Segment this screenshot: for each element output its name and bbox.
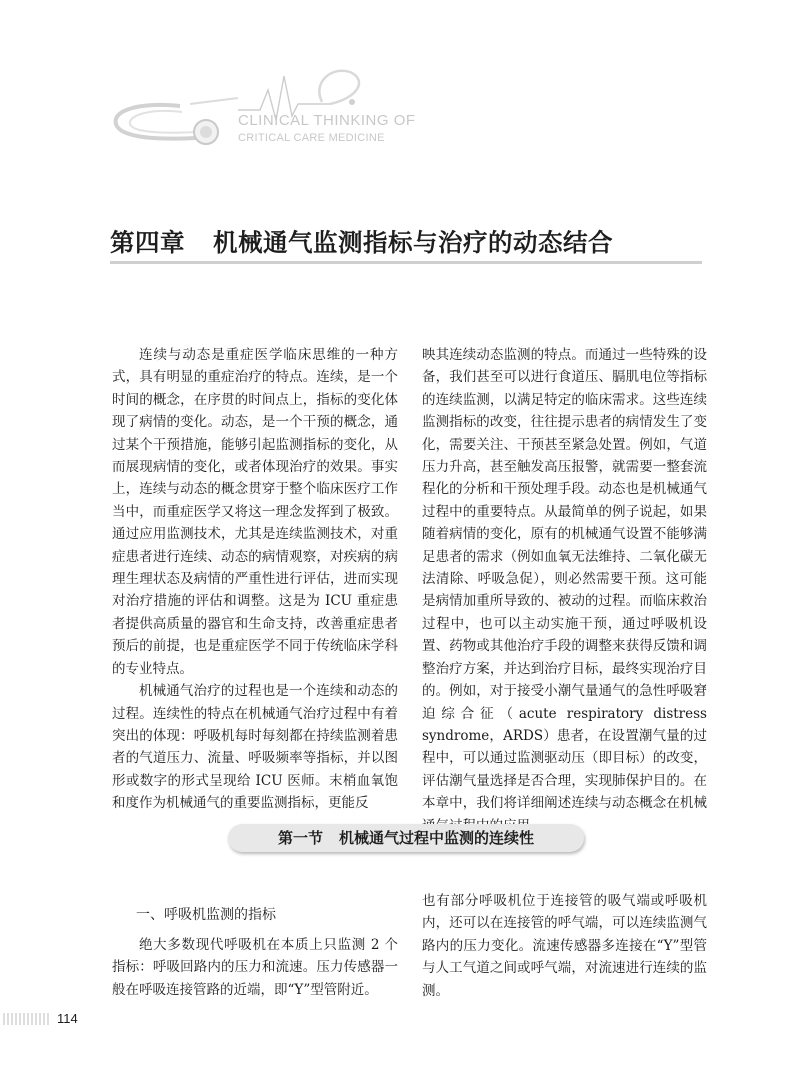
intro-paragraph-1: 连续与动态是重症医学临床思维的一种方式，具有明显的重症治疗的特点。连续，是一个时间的概念，在序贯的时间点上，指标的变化体现了病情的变化。动态，是一个干预的概念，通过某个干预措施，能够引起监测指标的变化，从而展现病情的变化，或者体现治疗的效果。事实上，连续与动态的概念贯穿于整个临床医疗工作当中，而重症医学又将这一理念发挥到了极致。通过应用监测技术，尤其是连续监测技术，对重症患者进行连续、动态的病情观察，对疾病的病理生理状态及病情的严重性进行评估，进而实现对治疗措施的评估和调整。这是为 ICU 重症患者提供高质量的器官和生命支持，改善重症患者预后的前提，也是重症医学不同于传统临床学科的专业特点。: [112, 347, 398, 677]
brand-line-1: CLINICAL THINKING OF: [238, 112, 416, 129]
brand-line-2: CRITICAL CARE MEDICINE: [238, 132, 385, 144]
chapter-title: [110, 224, 613, 259]
section-left-column: [112, 934, 398, 1001]
subsection-title: 一、呼吸机监测的指标: [136, 907, 276, 923]
section-paragraph-1: 绝大多数现代呼吸机在本质上只监测 2 个指标：呼吸回路内的压力和流速。压力传感器一般在呼吸连接管路的近端，即“Y”型管附近。: [112, 937, 398, 998]
intro-paragraph-2: 机械通气治疗的过程也是一个连续和动态的过程。连续性的特点在机械通气治疗过程中有着突出的体现：呼吸机每时每刻都在持续监测着患者的气道压力、流量、呼吸频率等指标，并以图形或数字的形式呈现给 ICU 医师。末梢血氧饱和度作为机械通气的重要监测指标，更能反: [112, 683, 398, 812]
intro-left-column: [112, 344, 398, 815]
section-number: 第一节: [277, 829, 323, 847]
title-divider: [110, 261, 702, 264]
brand-text: [238, 112, 416, 144]
chapter-number: 第四章: [110, 228, 185, 257]
chapter-title-text: 机械通气监测指标与治疗的动态结合: [213, 228, 613, 257]
section-paragraph-2: 也有部分呼吸机位于连接管的吸气端或呼吸机内，还可以在连接管的呼气端，可以连续监测气路内的压力变化。流速传感器多连接在“Y”型管与人工气道之间或呼气端，对流速进行连续的监测。: [422, 893, 707, 999]
intro-paragraph-3: 映其连续动态监测的特点。而通过一些特殊的设备，我们甚至可以进行食道压、膈肌电位等指标的连续监测，以满足特定的临床需求。这些连续监测指标的改变，往往提示患者的病情发生了变化，需要关注、干预甚至紧急处置。例如，气道压力升高，甚至触发高压报警，就需要一整套流程化的分析和干预处理手段。动态也是机械通气过程中的重要特点。从最简单的例子说起，如果随着病情的变化，原有的机械通气设置不能够满足患者的需求（例如血氧无法维持、二氧化碳无法清除、呼吸急促），则必然需要干预。这可能是病情加重所导致的、被动的过程。而临床救治过程中，也可以主动实施干预，通过呼吸机设置、药物或其他治疗手段的调整来获得反馈和调整治疗方案，并达到治疗目标，最终实现治疗目的。例如，对于接受小潮气量通气的急性呼吸窘迫综合征（acute respiratory distress syndrome，ARDS）患者，在设置潮气量的过程中，可以通过监测驱动压（即目标）的改变，评估潮气量选择是否合理，实现肺保护目的。在本章中，我们将详细阐述连续与动态概念在机械: [422, 347, 707, 812]
section-heading: [228, 824, 584, 852]
intro-right-column: [422, 344, 707, 837]
page-number: 114: [57, 1011, 78, 1026]
section-right-column: [422, 890, 707, 1002]
section-title: 机械通气过程中监测的连续性: [339, 829, 535, 847]
page-edge-marks: [2, 1012, 52, 1026]
